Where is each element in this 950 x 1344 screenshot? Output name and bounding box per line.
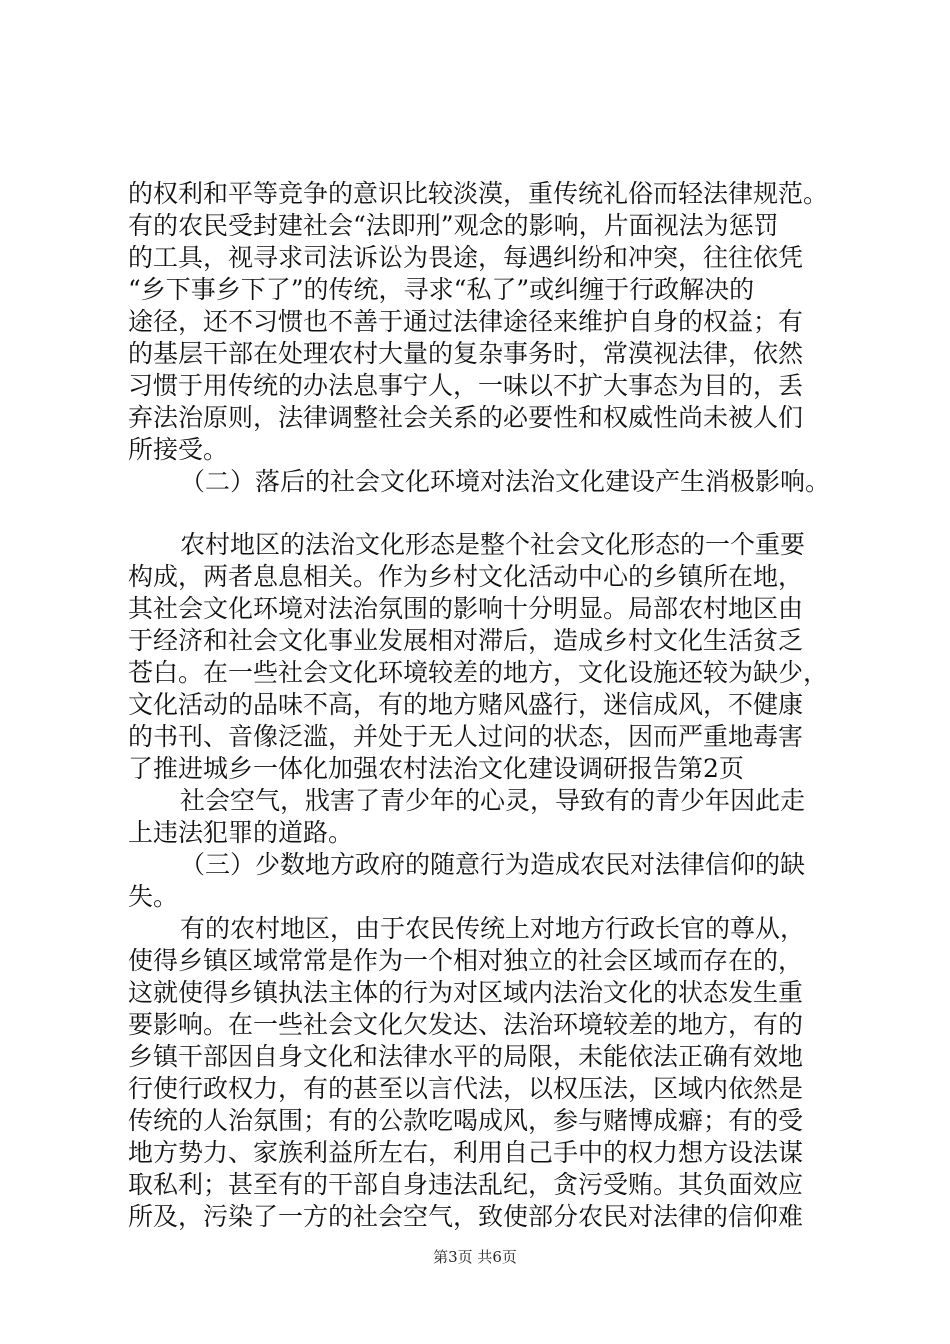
body-text-line: 乡镇干部因自身文化和法律水平的局限，未能依法正确有效地 — [128, 1042, 804, 1071]
body-text-line: 社会空气，戕害了青少年的心灵，导致有的青少年因此走 — [180, 786, 806, 815]
body-text-line: 有的农民受封建社会“法即刑”观念的影响，片面视法为惩罚 — [128, 211, 779, 240]
body-text-line: 行使行政权力，有的甚至以言代法，以权压法，区域内依然是 — [128, 1074, 804, 1103]
body-text-line: 习惯于用传统的办法息事宁人，一味以不扩大事态为目的，丢 — [128, 371, 804, 400]
body-text-line: 于经济和社会文化事业发展相对滞后，造成乡村文化生活贫乏 — [128, 626, 804, 655]
body-text-line: 的基层干部在处理农村大量的复杂事务时，常漠视法律，依然 — [128, 339, 804, 368]
body-text-line: 所接受。 — [128, 435, 229, 464]
body-text-line: 弃法治原则，法律调整社会关系的必要性和权威性尚未被人们 — [128, 403, 804, 432]
body-text-line: 苍白。在一些社会文化环境较差的地方，文化设施还较为缺少， — [128, 658, 829, 687]
body-text-line: 农村地区的法治文化形态是整个社会文化形态的一个重要 — [180, 530, 806, 559]
body-text-line: 要影响。在一些社会文化欠发达、法治环境较差的地方，有的 — [128, 1010, 804, 1039]
body-text-line: 所及，污染了一方的社会空气，致使部分农民对法律的信仰难 — [128, 1202, 804, 1231]
body-text-line: “乡下事乡下了”的传统，寻求“私了”或纠缠于行政解决的 — [128, 275, 755, 304]
body-text-line: 地方势力、家族利益所左右，利用自己手中的权力想方设法谋 — [128, 1138, 804, 1167]
body-text-line: 这就使得乡镇执法主体的行为对区域内法治文化的状态发生重 — [128, 978, 804, 1007]
body-text-line: 的工具，视寻求司法诉讼为畏途，每遇纠纷和冲突，往往依凭 — [128, 243, 804, 272]
body-text-line: 途径，还不习惯也不善于通过法律途径来维护自身的权益；有 — [128, 307, 804, 336]
section-heading: （三）少数地方政府的随意行为造成农民对法律信仰的缺 — [180, 850, 806, 879]
body-text-line: 了推进城乡一体化加强农村法治文化建设调研报告第2页 — [128, 754, 744, 783]
body-text-line: 使得乡镇区域常常是作为一个相对独立的社会区域而存在的， — [128, 946, 804, 975]
body-text-line: 取私利；甚至有的干部自身违法乱纪，贪污受贿。其负面效应 — [128, 1170, 804, 1199]
section-heading: （二）落后的社会文化环境对法治文化建设产生消极影响。 — [180, 467, 831, 496]
body-text-line: 传统的人治氛围；有的公款吃喝成风，参与赌博成癖；有的受 — [128, 1106, 804, 1135]
body-text-line: 有的农村地区，由于农民传统上对地方行政长官的尊从， — [180, 914, 806, 943]
body-text-line: 其社会文化环境对法治氛围的影响十分明显。局部农村地区由 — [128, 594, 804, 623]
body-text-line: 的权利和平等竞争的意识比较淡漠，重传统礼俗而轻法律规范。 — [128, 179, 829, 208]
section-heading-cont: 失。 — [128, 882, 179, 911]
body-text-line: 构成，两者息息相关。作为乡村文化活动中心的乡镇所在地， — [128, 562, 804, 591]
body-text-line: 的书刊、音像泛滥，并处于无人过问的状态，因而严重地毒害 — [128, 722, 804, 751]
body-text-line: 上违法犯罪的道路。 — [128, 818, 354, 847]
page-number-footer: 第3页 共6页 — [433, 1248, 517, 1266]
body-text-line: 文化活动的品味不高，有的地方赌风盛行，迷信成风，不健康 — [128, 690, 804, 719]
